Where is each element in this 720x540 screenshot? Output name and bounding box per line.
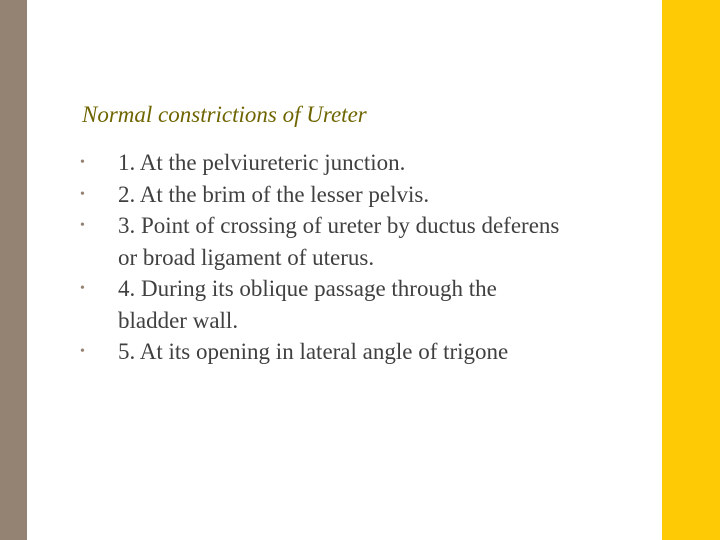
slide-title: Normal constrictions of Ureter [82,102,367,127]
list-item [80,273,560,336]
list-item-text: 1. At the pelviureteric junction. [118,150,406,175]
list-item-text: 3. Point of crossing of ureter by ductus deferens or broad ligament of uterus. [118,213,560,270]
bullet-dot-icon: • [80,281,85,296]
bullet-dot-icon: • [80,344,85,359]
list-item [80,147,560,179]
list-item-text: 2. At the brim of the lesser pelvis. [118,181,430,207]
bullet-dot-icon: • [80,155,85,170]
list-item-text: 4. During its oblique passage through the bladder wall. [118,276,497,333]
list-item-text: 5. At its opening in lateral angle of trigone [118,339,509,364]
bullet-dot-icon: • [80,186,85,202]
right-accent-bar [662,0,720,540]
left-accent-bar [0,0,27,540]
list-item [80,179,560,211]
list-item [80,336,560,368]
bullet-dot-icon: • [80,218,85,233]
bullet-list [80,147,560,368]
list-item [80,210,560,273]
